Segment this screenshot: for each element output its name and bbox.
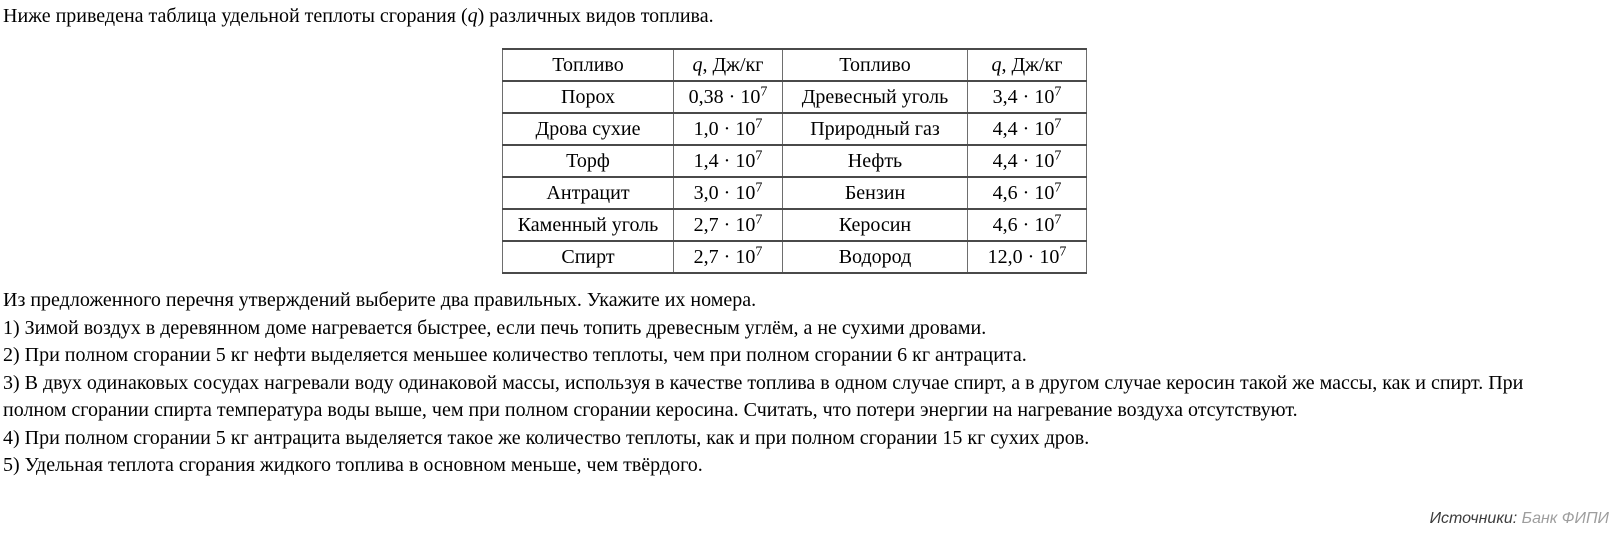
fuel-cell: Керосин	[783, 209, 968, 241]
sources-attribution	[1430, 510, 1609, 528]
question-block	[3, 287, 1551, 480]
q-value-cell: $2,7 \cdot 10^7$	[674, 241, 783, 273]
q-value-cell: $4,4 \cdot 10^7$	[968, 113, 1087, 145]
fuel-cell: Антрацит	[503, 177, 674, 209]
table-header-row	[503, 49, 1087, 81]
header-q-right	[968, 49, 1087, 81]
q-value-cell: $4,6 \cdot 10^7$	[968, 209, 1087, 241]
q-value-cell: $4,4 \cdot 10^7$	[968, 145, 1087, 177]
q-value-cell: $0,38 \cdot 10^7$	[674, 81, 783, 113]
exponent: 7	[1054, 180, 1062, 196]
fuel-cell: Водород	[783, 241, 968, 273]
exponent: 7	[1054, 116, 1062, 132]
intro-text-after: ) различных видов топлива.	[477, 5, 714, 27]
exponent: 7	[755, 212, 763, 228]
sources-label: Источники:	[1429, 510, 1522, 527]
fuel-heat-table	[502, 48, 1087, 274]
fuel-cell: Порох	[503, 81, 674, 113]
statement-4: 4) При полном сгорании 5 кг антрацита выделяется такое же количество теплоты, как и при полном сгорании 15 кг сухих дров.	[3, 426, 1090, 449]
table-row	[503, 81, 1087, 113]
exponent: 7	[1054, 84, 1062, 100]
intro-text	[3, 3, 1616, 29]
exponent: 7	[760, 84, 768, 100]
q-symbol: q	[467, 5, 478, 27]
statement-5: 5) Удельная теплота сгорания жидкого топлива в основном меньше, чем твёрдого.	[3, 454, 703, 476]
exponent: 7	[755, 244, 763, 260]
header-fuel-right: Топливо	[783, 49, 968, 81]
header-q-left	[674, 49, 783, 81]
exponent: 7	[1059, 244, 1067, 260]
fuel-cell: Бензин	[783, 177, 968, 209]
exponent: 7	[1054, 148, 1062, 164]
statement-3: 3) В двух одинаковых сосудах нагревали воду одинаковой массы, используя в качестве топлива в одном случае спирт, а в другом случае керосин такой же массы, как и спирт. При полном сгорании спирта температура воды выше, чем при полном сгорании керосина. Считать, что потери энергии на нагревание воздуха отсутствуют.	[3, 371, 1524, 421]
q-symbol: q	[692, 54, 703, 76]
table-row	[503, 113, 1087, 145]
fuel-cell: Спирт	[503, 241, 674, 273]
header-fuel-left: Топливо	[503, 49, 674, 81]
q-units: , Дж/кг	[1001, 54, 1063, 76]
fuel-cell: Торф	[503, 145, 674, 177]
fuel-cell: Природный газ	[783, 113, 968, 145]
exponent: 7	[755, 148, 763, 164]
q-value-cell: $2,7 \cdot 10^7$	[674, 209, 783, 241]
fuel-cell: Дрова сухие	[503, 113, 674, 145]
exponent: 7	[755, 116, 763, 132]
exponent: 7	[755, 180, 763, 196]
intro-text-before: Ниже приведена таблица удельной теплоты сгорания (	[3, 5, 468, 27]
q-units: , Дж/кг	[702, 54, 764, 76]
fuel-cell: Древесный уголь	[783, 81, 968, 113]
q-value-cell: $1,0 \cdot 10^7$	[674, 113, 783, 145]
source-value: Банк ФИПИ	[1521, 510, 1609, 527]
q-value-cell: $3,4 \cdot 10^7$	[968, 81, 1087, 113]
table-row	[503, 145, 1087, 177]
q-value-cell: $4,6 \cdot 10^7$	[968, 177, 1087, 209]
statement-2: 2) При полном сгорании 5 кг нефти выделяется меньшее количество теплоты, чем при полном сгорании 6 кг антрацита.	[3, 344, 1027, 366]
table-row	[503, 177, 1087, 209]
table-row	[503, 241, 1087, 273]
question-prompt: Из предложенного перечня утверждений выберите два правильных. Укажите их номера.	[3, 289, 757, 311]
exponent: 7	[1054, 212, 1062, 228]
q-value-cell: $3,0 \cdot 10^7$	[674, 177, 783, 209]
statement-1: 1) Зимой воздух в деревянном доме нагревается быстрее, если печь топить древесным углём, а не сухими дровами.	[3, 316, 987, 339]
fuel-cell: Каменный уголь	[503, 209, 674, 241]
q-symbol: q	[991, 54, 1002, 76]
q-value-cell: $12,0 \cdot 10^7$	[968, 241, 1087, 273]
table-row	[503, 209, 1087, 241]
q-value-cell: $1,4 \cdot 10^7$	[674, 145, 783, 177]
fuel-cell: Нефть	[783, 145, 968, 177]
